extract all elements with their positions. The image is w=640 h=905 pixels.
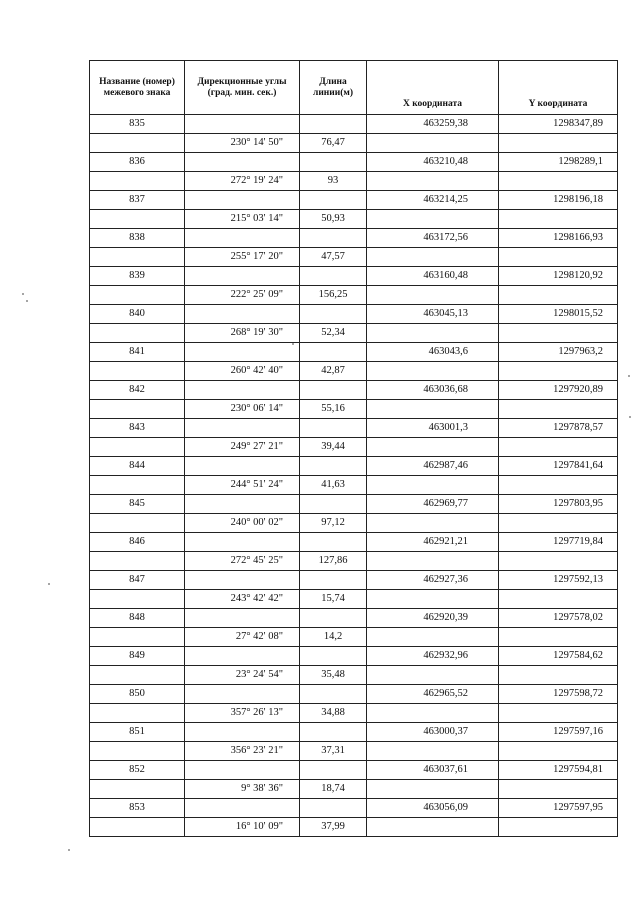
table-row-segment	[90, 362, 618, 381]
y-coordinate-cell: 1297719,84	[499, 533, 618, 552]
marker-name-cell: 837	[90, 191, 185, 210]
direction-angle-cell	[185, 457, 300, 476]
y-coordinate-cell	[499, 514, 618, 533]
line-length-cell: 76,47	[300, 134, 367, 153]
table-header-row	[90, 61, 618, 115]
line-length-cell: 34,88	[300, 704, 367, 723]
table-row-segment	[90, 590, 618, 609]
x-coordinate-cell: 463259,38	[367, 115, 499, 134]
direction-angle-cell	[185, 609, 300, 628]
y-coordinate-cell	[499, 476, 618, 495]
y-coordinate-cell: 1297878,57	[499, 419, 618, 438]
boundary-coordinates-document	[89, 60, 617, 837]
direction-angle-cell	[185, 647, 300, 666]
x-coordinate-cell: 463001,3	[367, 419, 499, 438]
marker-name-cell	[90, 590, 185, 609]
direction-angle-cell	[185, 799, 300, 818]
direction-angle-cell	[185, 305, 300, 324]
y-coordinate-cell	[499, 172, 618, 191]
line-length-cell: 15,74	[300, 590, 367, 609]
direction-angle-cell: 230° 14' 50"	[185, 134, 300, 153]
direction-angle-cell	[185, 267, 300, 286]
table-row-marker	[90, 381, 618, 400]
marker-name-cell: 839	[90, 267, 185, 286]
x-coordinate-cell: 463043,6	[367, 343, 499, 362]
direction-angle-cell	[185, 191, 300, 210]
x-coordinate-cell	[367, 438, 499, 457]
x-coordinate-cell: 463037,61	[367, 761, 499, 780]
table-row-segment	[90, 324, 618, 343]
y-coordinate-cell: 1297920,89	[499, 381, 618, 400]
x-coordinate-cell	[367, 400, 499, 419]
y-coordinate-cell	[499, 134, 618, 153]
marker-name-cell: 849	[90, 647, 185, 666]
y-coordinate-cell	[499, 248, 618, 267]
line-length-cell	[300, 533, 367, 552]
table-row-segment	[90, 210, 618, 229]
marker-name-cell	[90, 134, 185, 153]
table-row-segment	[90, 704, 618, 723]
marker-name-cell	[90, 400, 185, 419]
line-length-cell: 55,16	[300, 400, 367, 419]
direction-angle-cell: 23° 24' 54"	[185, 666, 300, 685]
marker-name-cell	[90, 780, 185, 799]
line-length-cell	[300, 799, 367, 818]
table-row-segment	[90, 552, 618, 571]
line-length-cell	[300, 723, 367, 742]
direction-angle-cell	[185, 761, 300, 780]
direction-angle-cell: 357° 26' 13"	[185, 704, 300, 723]
x-coordinate-cell	[367, 134, 499, 153]
table-row-segment	[90, 400, 618, 419]
y-coordinate-cell: 1297578,02	[499, 609, 618, 628]
line-length-cell: 42,87	[300, 362, 367, 381]
marker-name-cell: 843	[90, 419, 185, 438]
x-coordinate-cell	[367, 248, 499, 267]
direction-angle-cell: 222° 25' 09"	[185, 286, 300, 305]
direction-angle-cell: 260° 42' 40"	[185, 362, 300, 381]
y-coordinate-cell: 1297584,62	[499, 647, 618, 666]
marker-name-cell: 838	[90, 229, 185, 248]
marker-name-cell	[90, 248, 185, 267]
x-coordinate-cell	[367, 818, 499, 837]
x-coordinate-cell	[367, 628, 499, 647]
table-row-segment	[90, 666, 618, 685]
x-coordinate-cell	[367, 210, 499, 229]
table-row-segment	[90, 628, 618, 647]
x-coordinate-cell	[367, 780, 499, 799]
table-row-marker	[90, 305, 618, 324]
marker-name-cell	[90, 210, 185, 229]
table-row-segment	[90, 780, 618, 799]
direction-angle-cell	[185, 533, 300, 552]
x-coordinate-cell	[367, 324, 499, 343]
table-row-segment	[90, 818, 618, 837]
x-coordinate-cell: 463036,68	[367, 381, 499, 400]
direction-angle-cell	[185, 495, 300, 514]
x-coordinate-cell: 463214,25	[367, 191, 499, 210]
y-coordinate-cell	[499, 628, 618, 647]
scan-speck	[48, 583, 50, 585]
direction-angle-cell	[185, 229, 300, 248]
direction-angle-cell: 240° 00' 02"	[185, 514, 300, 533]
marker-name-cell: 836	[90, 153, 185, 172]
y-coordinate-cell: 1297592,13	[499, 571, 618, 590]
direction-angle-cell	[185, 685, 300, 704]
table-row-marker	[90, 723, 618, 742]
y-coordinate-cell: 1298166,93	[499, 229, 618, 248]
x-coordinate-cell	[367, 286, 499, 305]
line-length-cell	[300, 457, 367, 476]
x-coordinate-cell	[367, 590, 499, 609]
direction-angle-cell	[185, 153, 300, 172]
x-coordinate-cell: 462987,46	[367, 457, 499, 476]
direction-angle-cell: 16° 10' 09"	[185, 818, 300, 837]
marker-name-cell: 850	[90, 685, 185, 704]
table-row-marker	[90, 115, 618, 134]
line-length-cell	[300, 381, 367, 400]
y-coordinate-cell	[499, 324, 618, 343]
header-marker-name: Название (номер) межевого знака	[90, 61, 185, 115]
line-length-cell	[300, 267, 367, 286]
y-coordinate-cell: 1297803,95	[499, 495, 618, 514]
table-row-segment	[90, 286, 618, 305]
line-length-cell	[300, 571, 367, 590]
line-length-cell	[300, 609, 367, 628]
scan-speck	[628, 375, 630, 377]
table-row-marker	[90, 799, 618, 818]
header-line-length: Длина линии(м)	[300, 61, 367, 115]
line-length-cell	[300, 229, 367, 248]
x-coordinate-cell	[367, 362, 499, 381]
direction-angle-cell: 249° 27' 21"	[185, 438, 300, 457]
table-row-segment	[90, 134, 618, 153]
x-coordinate-cell: 463045,13	[367, 305, 499, 324]
marker-name-cell: 841	[90, 343, 185, 362]
y-coordinate-cell: 1298015,52	[499, 305, 618, 324]
marker-name-cell	[90, 514, 185, 533]
table-body	[90, 115, 618, 837]
line-length-cell	[300, 153, 367, 172]
direction-angle-cell: 244° 51' 24"	[185, 476, 300, 495]
y-coordinate-cell	[499, 590, 618, 609]
x-coordinate-cell: 462921,21	[367, 533, 499, 552]
header-x-coordinate: X координата	[367, 61, 499, 115]
x-coordinate-cell: 463160,48	[367, 267, 499, 286]
y-coordinate-cell	[499, 742, 618, 761]
marker-name-cell: 853	[90, 799, 185, 818]
x-coordinate-cell	[367, 514, 499, 533]
x-coordinate-cell: 462920,39	[367, 609, 499, 628]
y-coordinate-cell: 1297598,72	[499, 685, 618, 704]
line-length-cell: 127,86	[300, 552, 367, 571]
line-length-cell: 39,44	[300, 438, 367, 457]
y-coordinate-cell: 1298120,92	[499, 267, 618, 286]
direction-angle-cell: 27° 42' 08"	[185, 628, 300, 647]
line-length-cell	[300, 647, 367, 666]
x-coordinate-cell: 462965,52	[367, 685, 499, 704]
line-length-cell	[300, 305, 367, 324]
line-length-cell: 37,31	[300, 742, 367, 761]
y-coordinate-cell: 1297597,16	[499, 723, 618, 742]
marker-name-cell: 852	[90, 761, 185, 780]
line-length-cell	[300, 761, 367, 780]
table-row-marker	[90, 191, 618, 210]
table-row-marker	[90, 761, 618, 780]
marker-name-cell: 846	[90, 533, 185, 552]
x-coordinate-cell	[367, 666, 499, 685]
line-length-cell: 93	[300, 172, 367, 191]
line-length-cell: 50,93	[300, 210, 367, 229]
direction-angle-cell: 215° 03' 14"	[185, 210, 300, 229]
x-coordinate-cell	[367, 476, 499, 495]
y-coordinate-cell	[499, 552, 618, 571]
table-row-marker	[90, 343, 618, 362]
direction-angle-cell: 272° 45' 25"	[185, 552, 300, 571]
direction-angle-cell	[185, 343, 300, 362]
marker-name-cell: 851	[90, 723, 185, 742]
direction-angle-cell	[185, 723, 300, 742]
scan-speck	[629, 416, 631, 418]
line-length-cell: 52,34	[300, 324, 367, 343]
direction-angle-cell: 9° 38' 36"	[185, 780, 300, 799]
x-coordinate-cell: 462932,96	[367, 647, 499, 666]
direction-angle-cell: 230° 06' 14"	[185, 400, 300, 419]
marker-name-cell	[90, 552, 185, 571]
table-row-marker	[90, 419, 618, 438]
line-length-cell	[300, 343, 367, 362]
y-coordinate-cell	[499, 400, 618, 419]
line-length-cell: 156,25	[300, 286, 367, 305]
marker-name-cell	[90, 818, 185, 837]
marker-name-cell: 848	[90, 609, 185, 628]
line-length-cell	[300, 495, 367, 514]
direction-angle-cell	[185, 115, 300, 134]
y-coordinate-cell	[499, 818, 618, 837]
marker-name-cell: 844	[90, 457, 185, 476]
y-coordinate-cell: 1297963,2	[499, 343, 618, 362]
header-direction-angles: Дирекционные углы (град. мин. сек.)	[185, 61, 300, 115]
x-coordinate-cell: 462969,77	[367, 495, 499, 514]
y-coordinate-cell	[499, 362, 618, 381]
direction-angle-cell: 255° 17' 20"	[185, 248, 300, 267]
y-coordinate-cell	[499, 704, 618, 723]
marker-name-cell	[90, 172, 185, 191]
y-coordinate-cell	[499, 666, 618, 685]
table-row-segment	[90, 742, 618, 761]
line-length-cell: 47,57	[300, 248, 367, 267]
marker-name-cell	[90, 476, 185, 495]
y-coordinate-cell: 1298289,1	[499, 153, 618, 172]
table-row-marker	[90, 229, 618, 248]
table-row-segment	[90, 438, 618, 457]
direction-angle-cell	[185, 419, 300, 438]
marker-name-cell	[90, 438, 185, 457]
marker-name-cell: 840	[90, 305, 185, 324]
marker-name-cell: 847	[90, 571, 185, 590]
x-coordinate-cell	[367, 172, 499, 191]
table-row-segment	[90, 172, 618, 191]
line-length-cell: 18,74	[300, 780, 367, 799]
direction-angle-cell: 268° 19' 30"	[185, 324, 300, 343]
y-coordinate-cell: 1297841,64	[499, 457, 618, 476]
direction-angle-cell: 272° 19' 24"	[185, 172, 300, 191]
y-coordinate-cell: 1298196,18	[499, 191, 618, 210]
x-coordinate-cell: 462927,36	[367, 571, 499, 590]
y-coordinate-cell	[499, 780, 618, 799]
line-length-cell	[300, 685, 367, 704]
y-coordinate-cell: 1297594,81	[499, 761, 618, 780]
marker-name-cell	[90, 286, 185, 305]
scan-speck	[292, 343, 294, 345]
marker-name-cell	[90, 324, 185, 343]
line-length-cell	[300, 419, 367, 438]
table-row-marker	[90, 647, 618, 666]
marker-name-cell	[90, 742, 185, 761]
marker-name-cell	[90, 362, 185, 381]
marker-name-cell: 842	[90, 381, 185, 400]
boundary-markers-table	[89, 60, 618, 837]
y-coordinate-cell: 1298347,89	[499, 115, 618, 134]
header-y-coordinate: Y координата	[499, 61, 618, 115]
marker-name-cell: 835	[90, 115, 185, 134]
y-coordinate-cell	[499, 210, 618, 229]
direction-angle-cell	[185, 381, 300, 400]
x-coordinate-cell: 463210,48	[367, 153, 499, 172]
line-length-cell: 41,63	[300, 476, 367, 495]
y-coordinate-cell	[499, 286, 618, 305]
line-length-cell	[300, 115, 367, 134]
line-length-cell: 37,99	[300, 818, 367, 837]
marker-name-cell	[90, 628, 185, 647]
table-row-marker	[90, 153, 618, 172]
line-length-cell: 97,12	[300, 514, 367, 533]
y-coordinate-cell: 1297597,95	[499, 799, 618, 818]
x-coordinate-cell	[367, 552, 499, 571]
table-row-marker	[90, 685, 618, 704]
x-coordinate-cell: 463056,09	[367, 799, 499, 818]
x-coordinate-cell	[367, 704, 499, 723]
line-length-cell: 14,2	[300, 628, 367, 647]
direction-angle-cell	[185, 571, 300, 590]
scan-speck	[26, 300, 28, 302]
marker-name-cell: 845	[90, 495, 185, 514]
table-row-marker	[90, 267, 618, 286]
table-row-segment	[90, 248, 618, 267]
table-row-marker	[90, 609, 618, 628]
x-coordinate-cell: 463172,56	[367, 229, 499, 248]
table-row-segment	[90, 514, 618, 533]
table-row-segment	[90, 476, 618, 495]
scan-speck	[22, 293, 24, 295]
x-coordinate-cell	[367, 742, 499, 761]
marker-name-cell	[90, 704, 185, 723]
direction-angle-cell: 356° 23' 21"	[185, 742, 300, 761]
x-coordinate-cell: 463000,37	[367, 723, 499, 742]
table-row-marker	[90, 571, 618, 590]
marker-name-cell	[90, 666, 185, 685]
line-length-cell: 35,48	[300, 666, 367, 685]
y-coordinate-cell	[499, 438, 618, 457]
line-length-cell	[300, 191, 367, 210]
table-row-marker	[90, 533, 618, 552]
table-row-marker	[90, 495, 618, 514]
scan-speck	[68, 849, 70, 851]
direction-angle-cell: 243° 42' 42"	[185, 590, 300, 609]
table-row-marker	[90, 457, 618, 476]
